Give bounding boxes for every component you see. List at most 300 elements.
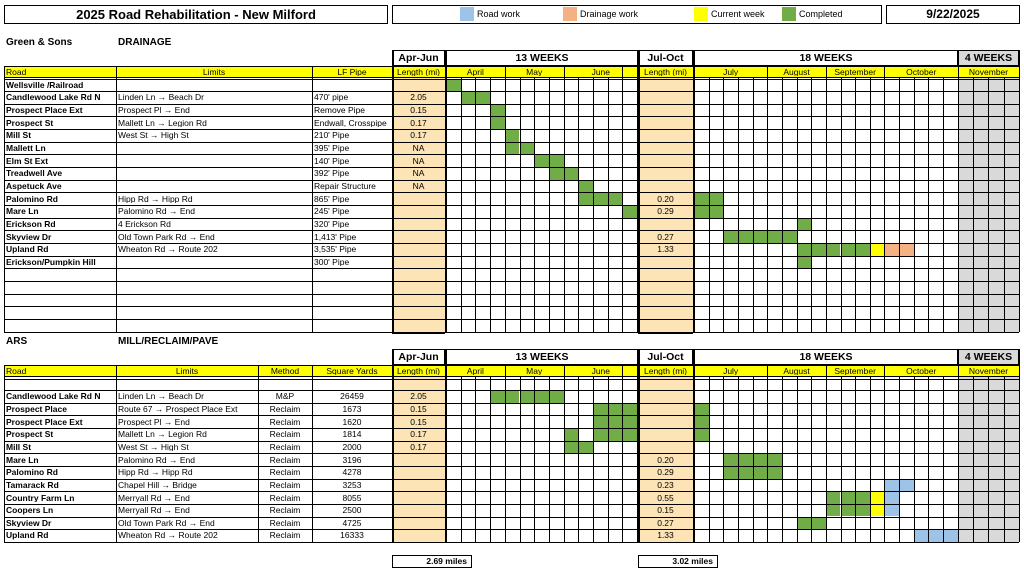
- grid-line: [4, 77, 1019, 78]
- grid-line: [958, 66, 959, 332]
- completed-cell: [723, 466, 738, 479]
- grid-line: [782, 77, 783, 332]
- road-name: Coopers Ln: [6, 506, 54, 515]
- period-13-weeks: 13 WEEKS: [515, 352, 569, 363]
- square-yards-cell: 2000: [342, 442, 362, 452]
- square-yards-cell: 4278: [342, 468, 362, 477]
- grid-line: [4, 154, 1019, 155]
- col-limits: Limits: [175, 366, 199, 375]
- method-cell: Reclaim: [269, 518, 301, 528]
- completed-cell: [475, 91, 490, 104]
- period-apr-jun: Apr-Jun: [398, 53, 439, 64]
- legend-swatch: [694, 7, 708, 21]
- month-may: May: [526, 366, 543, 375]
- grid-line: [578, 77, 579, 332]
- completed-cell: [841, 491, 856, 504]
- road-name: Erickson/Pumpkin Hill: [6, 257, 96, 267]
- completed-cell: [709, 192, 724, 205]
- square-yards-cell: 1814: [342, 430, 362, 439]
- road-name: Prospect Place Ext: [6, 417, 83, 427]
- completed-cell: [811, 517, 826, 530]
- grid-line: [4, 390, 1019, 391]
- completed-cell: [564, 167, 579, 180]
- grid-line: [4, 376, 1019, 377]
- completed-cell: [797, 517, 812, 530]
- report-date: 9/22/2025: [926, 8, 980, 20]
- length-jul-oct: 0.20: [657, 455, 674, 465]
- grid-line: [811, 77, 812, 332]
- grid-line: [709, 376, 710, 542]
- grid-line: [490, 77, 491, 332]
- grid-line: [1004, 376, 1005, 542]
- completed-cell: [564, 428, 579, 441]
- square-yards-cell: 1673: [342, 404, 362, 414]
- grid-line: [4, 504, 1019, 505]
- limits-cell: Chapel Hill → Bridge: [118, 480, 197, 490]
- grid-line: [593, 376, 594, 542]
- completed-cell: [608, 428, 623, 441]
- completed-cell: [578, 441, 593, 454]
- road-work-cell: [884, 491, 899, 504]
- length-jul-oct: 0.55: [657, 493, 674, 502]
- grid-line: [4, 479, 1019, 480]
- completed-cell: [782, 230, 797, 243]
- length-jul-oct: 0.15: [657, 506, 674, 515]
- lf-pipe-cell: 210' Pipe: [314, 131, 350, 140]
- completed-cell: [534, 154, 549, 167]
- limits-cell: Palomino Rd → End: [118, 455, 196, 465]
- method-cell: Reclaim: [269, 442, 301, 452]
- limits-cell: Hipp Rd → Hipp Rd: [118, 194, 193, 204]
- month-april: April: [466, 67, 484, 76]
- limits-cell: Wheaton Rd → Route 202: [118, 245, 218, 254]
- grid-line: [4, 180, 1019, 181]
- length-jul-oct: 0.23: [657, 480, 674, 490]
- completed-cell: [593, 415, 608, 428]
- month-may: May: [526, 67, 543, 76]
- grid-line: [564, 365, 565, 542]
- month-august: August: [783, 67, 810, 76]
- completed-cell: [753, 466, 768, 479]
- period-18-weeks: 18 WEEKS: [799, 53, 853, 64]
- grid-line: [811, 376, 812, 542]
- completed-cell: [841, 504, 856, 517]
- month-october: October: [906, 366, 937, 375]
- lf-pipe-cell: 245' Pipe: [314, 207, 350, 216]
- completed-cell: [738, 466, 753, 479]
- drainage-contractor: Green & Sons: [6, 38, 73, 48]
- completed-cell: [505, 390, 520, 403]
- limits-cell: Prospect Pl → End: [118, 106, 190, 115]
- period-18-weeks: 18 WEEKS: [799, 352, 853, 363]
- grid-line: [4, 142, 1019, 143]
- lf-pipe-cell: 300' Pipe: [314, 257, 350, 267]
- road-name: Prospect Place: [6, 404, 67, 414]
- grid-line: [826, 66, 827, 332]
- length-jul-oct: 1.33: [657, 531, 674, 540]
- length-jul-oct: 0.27: [657, 232, 674, 242]
- limits-cell: Wheaton Rd → Route 202: [118, 531, 218, 540]
- grid-line: [738, 77, 739, 332]
- road-name: Mare Ln: [6, 207, 39, 216]
- grid-line: [520, 376, 521, 542]
- legend-label: Drainage work: [580, 10, 639, 19]
- completed-cell: [811, 243, 826, 256]
- completed-cell: [593, 428, 608, 441]
- lf-pipe-cell: 320' Pipe: [314, 219, 350, 229]
- total-apr-jun: 2.69 miles: [426, 557, 467, 566]
- road-name: Prospect St: [6, 430, 54, 439]
- month-september: September: [834, 366, 876, 375]
- period-4-weeks: 4 WEEKS: [964, 352, 1013, 363]
- grid-line: [4, 129, 1019, 130]
- grid-line: [4, 332, 1019, 333]
- completed-cell: [841, 243, 856, 256]
- drainage-work-cell: [899, 243, 914, 256]
- grid-line: [116, 365, 117, 542]
- grid-line: [928, 77, 929, 332]
- length-apr-jun: NA: [412, 169, 425, 178]
- drainage-work-cell: [884, 243, 899, 256]
- square-yards-cell: 1620: [342, 417, 362, 427]
- road-work-cell: [928, 529, 943, 542]
- length-apr-jun: NA: [412, 156, 425, 166]
- square-yards-cell: 3253: [342, 480, 362, 490]
- current-week-cell: [870, 504, 885, 517]
- completed-cell: [855, 243, 870, 256]
- completed-cell: [709, 205, 724, 218]
- road-name: Elm St Ext: [6, 156, 49, 166]
- grid-line: [4, 365, 1019, 366]
- grid-line: [973, 376, 974, 542]
- completed-cell: [855, 491, 870, 504]
- completed-cell: [608, 415, 623, 428]
- grid-line: [709, 77, 710, 332]
- road-name: Mill St: [6, 442, 32, 452]
- grid-line: [534, 77, 535, 332]
- grid-line: [4, 243, 1019, 244]
- square-yards-cell: 4725: [342, 518, 362, 528]
- grid-line: [738, 376, 739, 542]
- lf-pipe-cell: Repair Structure: [314, 182, 376, 191]
- completed-cell: [694, 415, 709, 428]
- grid-line: [988, 77, 989, 332]
- method-cell: Reclaim: [269, 455, 301, 465]
- grid-line: [475, 376, 476, 542]
- completed-cell: [694, 403, 709, 416]
- grid-line: [608, 376, 609, 542]
- grid-line: [392, 50, 394, 332]
- grid-line: [782, 376, 783, 542]
- road-name: Prospect Place Ext: [6, 106, 83, 115]
- grid-line: [490, 376, 491, 542]
- grid-line: [1019, 50, 1020, 332]
- limits-cell: Palomino Rd → End: [118, 207, 196, 216]
- completed-cell: [767, 230, 782, 243]
- length-apr-jun: NA: [412, 182, 425, 191]
- current-week-cell: [870, 491, 885, 504]
- grid-line: [549, 376, 550, 542]
- period-13-weeks: 13 WEEKS: [515, 53, 569, 64]
- period-bottom-border: [638, 318, 693, 334]
- completed-cell: [855, 504, 870, 517]
- road-name: Erickson Rd: [6, 219, 56, 229]
- col-road: Road: [6, 366, 27, 375]
- month-november: November: [968, 366, 1009, 375]
- completed-cell: [753, 230, 768, 243]
- limits-cell: Old Town Park Rd → End: [118, 232, 215, 242]
- paving-contractor: ARS: [6, 337, 28, 347]
- grid-line: [753, 376, 754, 542]
- completed-cell: [826, 491, 841, 504]
- method-cell: Reclaim: [269, 506, 301, 515]
- legend-swatch: [460, 7, 474, 21]
- completed-cell: [797, 243, 812, 256]
- length-header: Length (mi): [644, 67, 687, 76]
- completed-cell: [723, 453, 738, 466]
- grid-line: [855, 77, 856, 332]
- grid-line: [884, 365, 885, 542]
- completed-cell: [826, 243, 841, 256]
- grid-line: [4, 230, 1019, 231]
- grid-line: [608, 77, 609, 332]
- limits-cell: Mallett Ln → Legion Rd: [118, 430, 207, 439]
- legend-label: Road work: [477, 10, 521, 19]
- road-name: Upland Rd: [6, 245, 49, 254]
- completed-cell: [797, 256, 812, 269]
- grid-line: [4, 428, 1019, 429]
- month-june: June: [591, 366, 610, 375]
- grid-line: [797, 77, 798, 332]
- lf-pipe-cell: Endwall, Crosspipe: [314, 118, 387, 128]
- road-name: Treadwell Ave: [6, 169, 63, 178]
- grid-line: [4, 306, 1019, 307]
- grid-line: [723, 77, 724, 332]
- length-header: Length (mi): [644, 366, 687, 375]
- road-name: Skyview Dr: [6, 518, 52, 528]
- grid-line: [4, 256, 1019, 257]
- grid-line: [973, 77, 974, 332]
- completed-cell: [578, 192, 593, 205]
- grid-line: [578, 376, 579, 542]
- grid-line: [1004, 77, 1005, 332]
- square-yards-cell: 16333: [340, 531, 364, 540]
- completed-cell: [767, 453, 782, 466]
- grid-line: [520, 77, 521, 332]
- limits-cell: 4 Erickson Rd: [118, 219, 171, 229]
- completed-cell: [753, 453, 768, 466]
- completed-cell: [797, 218, 812, 231]
- method-cell: Reclaim: [269, 493, 301, 502]
- grid-line: [767, 365, 768, 542]
- col-lf-pipe: LF Pipe: [337, 67, 367, 76]
- grid-line: [4, 319, 1019, 320]
- grid-line: [4, 167, 1019, 168]
- length-header: Length (mi): [397, 366, 440, 375]
- road-work-cell: [943, 529, 958, 542]
- grid-line: [622, 66, 623, 332]
- month-october: October: [906, 67, 937, 76]
- completed-cell: [520, 142, 535, 155]
- length-apr-jun: NA: [412, 144, 425, 153]
- grid-line: [593, 77, 594, 332]
- completed-cell: [767, 466, 782, 479]
- grid-line: [4, 403, 1019, 404]
- road-name: Tamarack Rd: [6, 480, 59, 490]
- limits-cell: Merryall Rd → End: [118, 506, 190, 515]
- grid-line: [4, 91, 1019, 92]
- paving-section-title: MILL/RECLAIM/PAVE: [118, 337, 219, 347]
- completed-cell: [694, 428, 709, 441]
- completed-cell: [608, 403, 623, 416]
- length-header: Length (mi): [397, 67, 440, 76]
- road-work-cell: [899, 479, 914, 492]
- month-july: July: [723, 366, 739, 375]
- col-square-yards: Square Yards: [326, 366, 378, 375]
- limits-cell: Mallett Ln → Legion Rd: [118, 118, 207, 128]
- completed-cell: [622, 415, 637, 428]
- road-work-cell: [914, 529, 929, 542]
- col-road: Road: [6, 67, 27, 76]
- grid-line: [884, 66, 885, 332]
- grid-line: [461, 376, 462, 542]
- grid-line: [4, 104, 1019, 105]
- grid-line: [4, 66, 1019, 67]
- limits-cell: West St → High St: [118, 131, 189, 140]
- limits-cell: Prospect Pl → End: [118, 417, 190, 427]
- grid-line: [4, 542, 1019, 543]
- grid-line: [4, 415, 1019, 416]
- grid-line: [870, 77, 871, 332]
- grid-line: [4, 466, 1019, 467]
- length-apr-jun: 0.17: [410, 118, 427, 128]
- grid-line: [928, 376, 929, 542]
- grid-line: [312, 365, 313, 542]
- grid-line: [534, 376, 535, 542]
- grid-line: [4, 453, 1019, 454]
- grid-line: [4, 529, 1019, 530]
- page-title: 2025 Road Rehabilitation - New Milford: [76, 8, 316, 21]
- method-cell: M&P: [275, 392, 295, 401]
- grid-line: [638, 50, 640, 332]
- square-yards-cell: 8055: [342, 493, 362, 502]
- limits-cell: Linden Ln → Beach Dr: [118, 93, 204, 102]
- legend-swatch: [782, 7, 796, 21]
- lf-pipe-cell: 395' Pipe: [314, 144, 350, 153]
- completed-cell: [826, 504, 841, 517]
- completed-cell: [738, 453, 753, 466]
- method-cell: Reclaim: [269, 417, 301, 427]
- grid-line: [4, 116, 1019, 117]
- road-name: Prospect St: [6, 118, 54, 128]
- grid-line: [116, 66, 117, 332]
- grid-line: [475, 77, 476, 332]
- length-jul-oct: 0.29: [657, 207, 674, 216]
- period-jul-oct: Jul-Oct: [647, 352, 684, 363]
- completed-cell: [505, 129, 520, 142]
- grid-line: [943, 77, 944, 332]
- period-apr-jun: Apr-Jun: [398, 352, 439, 363]
- grid-line: [958, 365, 959, 542]
- month-april: April: [466, 366, 484, 375]
- grid-line: [841, 77, 842, 332]
- grid-line: [914, 77, 915, 332]
- limits-cell: Route 67 → Prospect Place Ext: [118, 404, 238, 414]
- grid-line: [899, 77, 900, 332]
- completed-cell: [738, 230, 753, 243]
- grid-line: [899, 376, 900, 542]
- method-cell: Reclaim: [269, 531, 301, 540]
- month-july: July: [723, 67, 739, 76]
- square-yards-cell: 2500: [342, 506, 362, 515]
- grid-line: [693, 50, 695, 332]
- completed-cell: [593, 403, 608, 416]
- grid-line: [445, 50, 447, 332]
- length-apr-jun: 0.15: [410, 106, 427, 115]
- length-jul-oct: 0.20: [657, 194, 674, 204]
- grid-line: [4, 192, 1019, 193]
- grid-line: [797, 376, 798, 542]
- completed-cell: [723, 230, 738, 243]
- grid-line: [1019, 349, 1020, 542]
- lf-pipe-cell: 1,413' Pipe: [314, 232, 357, 242]
- month-november: November: [968, 67, 1009, 76]
- completed-cell: [549, 154, 564, 167]
- completed-cell: [446, 79, 461, 92]
- road-name: Candlewood Lake Rd N: [6, 93, 101, 102]
- method-cell: Reclaim: [269, 430, 301, 439]
- grid-line: [870, 376, 871, 542]
- road-name: Skyview Dr: [6, 232, 52, 242]
- month-august: August: [783, 366, 810, 375]
- road-name: Palomino Rd: [6, 194, 58, 204]
- method-cell: Reclaim: [269, 404, 301, 414]
- completed-cell: [622, 403, 637, 416]
- grid-line: [505, 66, 506, 332]
- grid-line: [505, 365, 506, 542]
- completed-cell: [564, 441, 579, 454]
- period-4-weeks: 4 WEEKS: [964, 53, 1013, 64]
- grid-line: [312, 66, 313, 332]
- square-yards-cell: 3196: [342, 455, 362, 465]
- current-week-cell: [870, 243, 885, 256]
- legend-label: Completed: [799, 10, 843, 19]
- grid-line: [4, 79, 1019, 80]
- col-limits: Limits: [202, 67, 226, 76]
- lf-pipe-cell: 392' Pipe: [314, 169, 350, 178]
- completed-cell: [694, 205, 709, 218]
- grid-line: [4, 491, 1019, 492]
- completed-cell: [490, 104, 505, 117]
- road-name: Country Farm Ln: [6, 493, 75, 502]
- grid-line: [914, 376, 915, 542]
- length-jul-oct: 0.29: [657, 468, 674, 477]
- legend-label: Current week: [711, 10, 765, 19]
- grid-line: [4, 365, 5, 542]
- completed-cell: [490, 390, 505, 403]
- grid-line: [753, 77, 754, 332]
- method-cell: Reclaim: [269, 468, 301, 477]
- grid-line: [4, 441, 1019, 442]
- road-name: Candlewood Lake Rd N: [6, 392, 101, 401]
- limits-cell: Linden Ln → Beach Dr: [118, 392, 204, 401]
- grid-line: [723, 376, 724, 542]
- completed-cell: [549, 167, 564, 180]
- length-jul-oct: 0.27: [657, 518, 674, 528]
- grid-line: [943, 376, 944, 542]
- lf-pipe-cell: 865' Pipe: [314, 194, 350, 204]
- length-jul-oct: 1.33: [657, 245, 674, 254]
